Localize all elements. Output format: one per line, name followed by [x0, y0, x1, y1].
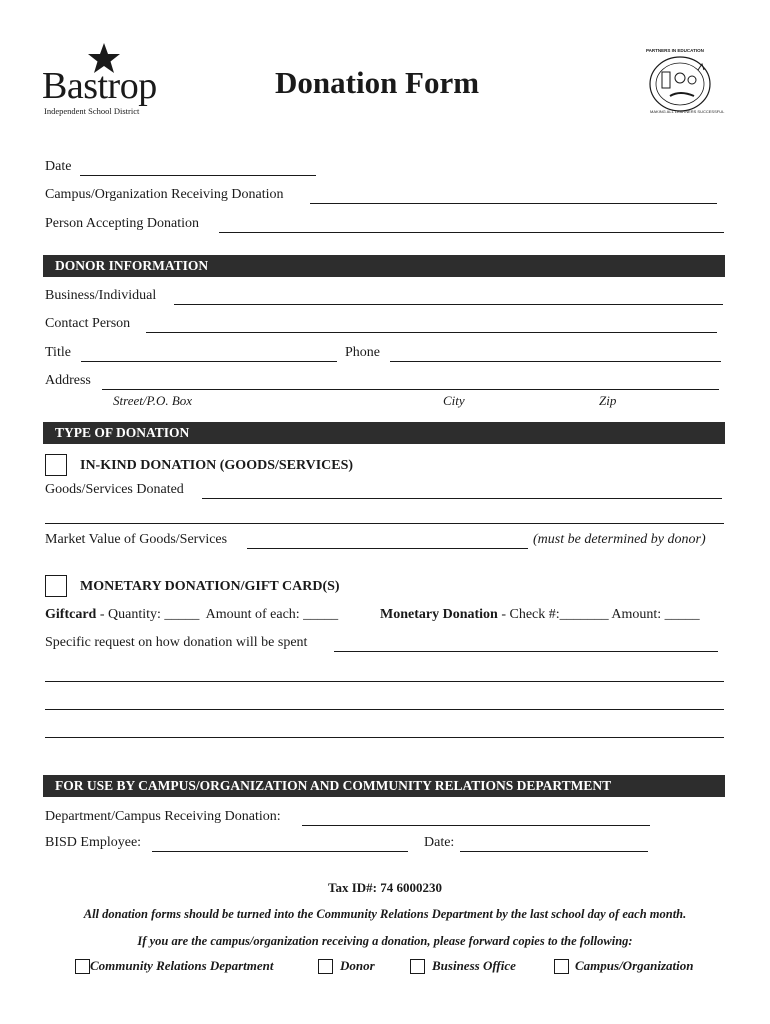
- bisd-employee-field[interactable]: [152, 851, 408, 852]
- title-field[interactable]: [81, 361, 337, 362]
- giftcard-line: [45, 607, 338, 623]
- type-of-donation-heading: TYPE OF DONATION: [43, 422, 725, 444]
- copy-option-campus-org-label: Campus/Organization: [575, 958, 694, 973]
- monetary-line: [380, 607, 700, 623]
- title-label: Title: [45, 345, 71, 360]
- inkind-label: IN-KIND DONATION (GOODS/SERVICES): [80, 458, 354, 473]
- phone-field[interactable]: [390, 361, 721, 362]
- market-value-note: (must be determined by donor): [533, 532, 706, 547]
- tax-id: Tax ID#: 74 6000230: [327, 880, 442, 895]
- market-value-label: Market Value of Goods/Services: [45, 532, 228, 547]
- business-label: Business/Individual: [45, 288, 157, 303]
- partners-in-education-seal: [640, 46, 725, 116]
- copy-option-campus-org-checkbox[interactable]: [554, 959, 569, 974]
- goods-label: Goods/Services Donated: [45, 482, 184, 497]
- specific-request-label: Specific request on how donation will be spent: [45, 635, 308, 650]
- bastrop-logo: [40, 42, 180, 117]
- copy-option-donor-checkbox[interactable]: [318, 959, 333, 974]
- office-date-field[interactable]: [460, 851, 648, 852]
- address-sub-city: City: [443, 393, 465, 408]
- contact-label: Contact Person: [45, 316, 131, 331]
- goods-field-line-2[interactable]: [45, 523, 724, 524]
- specific-request-line-3[interactable]: [45, 709, 724, 710]
- copy-option-community-relations-checkbox[interactable]: [75, 959, 90, 974]
- specific-request-field[interactable]: [334, 651, 718, 652]
- address-sub-street: Street/P.O. Box: [113, 393, 193, 408]
- copy-option-community-relations-label: Community Relations Department: [90, 958, 274, 973]
- page-title: Donation Form: [275, 65, 480, 100]
- phone-label: Phone: [345, 345, 380, 360]
- business-field[interactable]: [174, 304, 723, 305]
- logo-name: Bastrop: [42, 65, 157, 107]
- office-date-label: Date:: [424, 835, 455, 850]
- monetary-checkbox[interactable]: [45, 575, 67, 597]
- logo-subtitle: Independent School District: [44, 106, 140, 116]
- person-accepting-field[interactable]: [219, 232, 724, 233]
- contact-field[interactable]: [146, 332, 717, 333]
- specific-request-line-4[interactable]: [45, 737, 724, 738]
- address-sub-zip: Zip: [599, 393, 617, 408]
- specific-request-line-2[interactable]: [45, 681, 724, 682]
- instruction-text: All donation forms should be turned into the Community Relations Department by the last school day of each month.: [83, 907, 687, 921]
- address-label: Address: [45, 373, 91, 388]
- dept-receiving-label: Department/Campus Receiving Donation:: [45, 809, 281, 824]
- giftcard-fields[interactable]: - Quantity: _____ Amount of each: _____: [96, 607, 339, 622]
- copy-option-donor-label: Donor: [340, 958, 375, 973]
- seal-bottom-text: MAKING ALL LEARNERS SUCCESSFUL: [650, 109, 725, 114]
- giftcard-bold: Giftcard: [45, 607, 97, 622]
- copy-option-business-office-checkbox[interactable]: [410, 959, 425, 974]
- date-label: Date: [45, 159, 72, 174]
- donor-information-heading: DONOR INFORMATION: [43, 255, 725, 277]
- address-field[interactable]: [102, 389, 719, 390]
- campus-field[interactable]: [310, 203, 717, 204]
- monetary-bold: Monetary Donation: [380, 607, 498, 622]
- seal-top-text: PARTNERS IN EDUCATION: [646, 48, 704, 53]
- copies-note: If you are the campus/organization receiving a donation, please forward copies to the following:: [137, 934, 633, 948]
- market-value-field[interactable]: [247, 548, 528, 549]
- office-use-heading: FOR USE BY CAMPUS/ORGANIZATION AND COMMUNITY RELATIONS DEPARTMENT: [43, 775, 725, 797]
- campus-label: Campus/Organization Receiving Donation: [45, 187, 284, 202]
- seal-icon: [640, 46, 720, 116]
- bisd-employee-label: BISD Employee:: [45, 835, 142, 850]
- monetary-fields[interactable]: - Check #:_______ Amount: _____: [497, 607, 700, 622]
- goods-field[interactable]: [202, 498, 722, 499]
- date-field[interactable]: [80, 175, 316, 176]
- copy-option-business-office-label: Business Office: [432, 958, 516, 973]
- dept-receiving-field[interactable]: [302, 825, 650, 826]
- monetary-label: MONETARY DONATION/GIFT CARD(S): [80, 579, 340, 594]
- inkind-checkbox[interactable]: [45, 454, 67, 476]
- person-accepting-label: Person Accepting Donation: [45, 216, 199, 231]
